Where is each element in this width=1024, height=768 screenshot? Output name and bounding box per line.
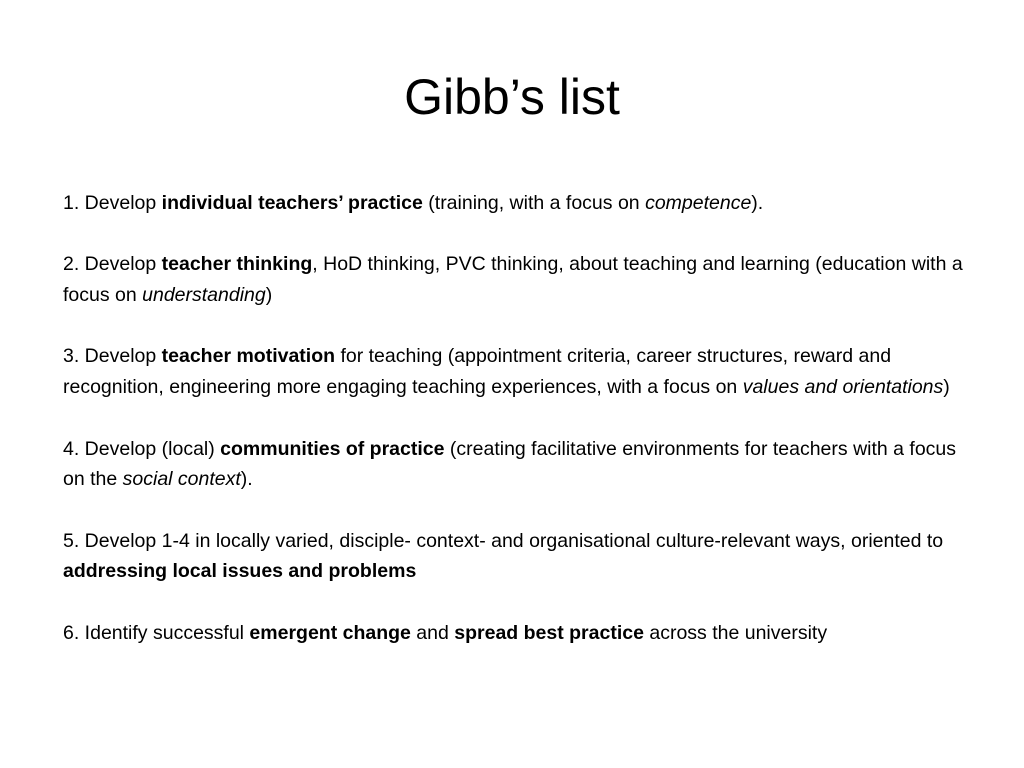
item-italic: competence	[645, 192, 752, 214]
list-item-5	[63, 526, 983, 587]
item-text: for teaching (appointment criteria, career structures, reward and recognition, engineering more engaging teaching experiences, with a focus on	[63, 345, 892, 399]
list-item-4	[63, 434, 983, 495]
item-text: 1. Develop	[63, 192, 162, 214]
list-item-3	[63, 341, 983, 402]
item-text: 3. Develop	[63, 345, 162, 368]
item-bold: teacher thinking	[161, 253, 313, 276]
item-text: across the university	[643, 621, 828, 644]
item-italic: values and orientations	[742, 376, 944, 399]
item-text: (training, with a focus on	[422, 192, 646, 214]
item-bold: communities of practice	[220, 437, 445, 460]
item-bold: emergent change	[249, 621, 411, 644]
item-text: 6. Identify successful	[63, 621, 250, 644]
item-text: and	[410, 621, 455, 644]
item-text: )	[265, 284, 273, 307]
gibbs-list	[63, 188, 983, 648]
item-text: 4. Develop (local)	[63, 437, 221, 460]
item-bold: addressing local issues and problems	[63, 560, 417, 583]
item-bold: spread best practice	[454, 621, 644, 644]
list-item-6	[63, 618, 983, 649]
item-text: 2. Develop	[63, 253, 162, 276]
item-bold: individual teachers’ practice	[161, 192, 423, 214]
item-italic: understanding	[142, 284, 266, 307]
item-italic: social context	[122, 468, 241, 491]
item-text: , HoD thinking, PVC thinking, about teaching and learning (education with a focus on	[63, 253, 963, 307]
item-text: ).	[751, 192, 764, 214]
list-item-1	[63, 188, 983, 219]
item-text: )	[943, 376, 950, 399]
item-text: ).	[240, 468, 253, 491]
list-item-2	[63, 249, 983, 310]
item-bold: teacher motivation	[161, 345, 336, 368]
item-text: (creating facilitative environments for teachers with a focus on the	[63, 437, 957, 491]
slide-title: Gibb’s list	[404, 69, 620, 125]
item-text: 5. Develop 1-4 in locally varied, disciple- context- and organisational culture-relevant ways, oriented to	[63, 529, 944, 552]
